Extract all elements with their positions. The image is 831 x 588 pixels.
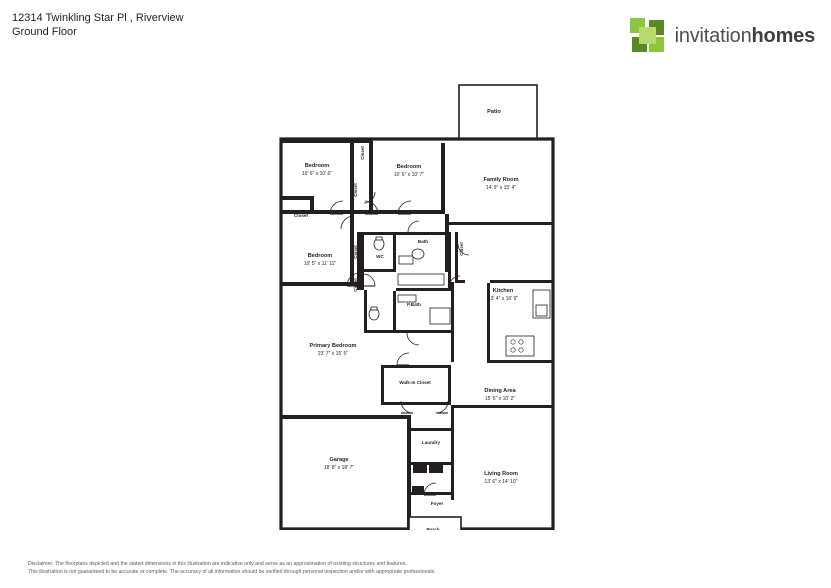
disclaimer-line-2: This illustration is not guaranteed to be accurate or complete. The accuracy of all information should be verified through personal inspection and/or with appropriate professionals. (28, 569, 436, 575)
room-label-closet-hallway: Closet (459, 242, 464, 256)
room-label-primary-bedroom: Primary Bedroom (309, 343, 357, 349)
room-label-kitchen: Kitchen (492, 288, 514, 294)
room-label-closet-bedroom-3-b: Closet (353, 278, 358, 292)
room-label-foyer: Foyer (430, 501, 444, 506)
floor-label: Ground Floor (12, 26, 77, 38)
disclaimer-text (28, 560, 628, 576)
room-label-bedroom-2: Bedroom (396, 164, 422, 170)
page-title: 12314 Twinkling Star Pl , Riverview (12, 12, 184, 24)
room-dim-garage: 18' 8" x 18' 7" (323, 465, 355, 471)
room-dim-living-room: 13' 6" x 14' 10" (484, 479, 518, 485)
room-label-living-room: Living Room (484, 471, 518, 477)
room-label-closet-bedroom-3-a: Closet (353, 245, 358, 259)
logo-wordmark (675, 25, 815, 48)
room-label-wc: WC (376, 254, 384, 259)
room-dim-kitchen: 13' 4" x 16' 9" (487, 296, 519, 302)
room-label-porch: Porch (426, 527, 440, 530)
logo-word-invitation: invitation (674, 24, 752, 47)
room-label-primary-bath: P.Bath (407, 302, 421, 307)
room-label-patio: Patio (487, 109, 501, 115)
four-square-logo-icon (630, 18, 666, 54)
room-dim-family-room: 14' 9" x 15' 4" (485, 185, 517, 191)
room-label-walk-in-closet: Walk-In Closet (399, 380, 431, 385)
room-dim-bedroom-3: 10' 5" x 11' 11" (303, 261, 337, 267)
room-label-laundry: Laundry (421, 440, 441, 445)
room-dim-bedroom-1: 10' 6" x 10' 6" (301, 171, 333, 177)
floorplan-diagram (0, 60, 831, 530)
room-label-closet-bedroom-2-b: Closet (353, 183, 358, 197)
room-label-family-room: Family Room (483, 177, 519, 183)
room-label-bedroom-3: Bedroom (307, 253, 333, 259)
room-label-bath: Bath (417, 239, 429, 244)
logo-word-homes: homes (751, 24, 815, 47)
room-label-closet-hall: Closet (293, 213, 309, 218)
room-dim-primary-bedroom: 23' 7" x 15' 5" (317, 351, 349, 357)
room-label-closet-bedroom-2-a: Closet (360, 146, 365, 160)
room-dim-dining-area: 15' 5" x 10' 2" (484, 396, 516, 402)
room-label-dining-area: Dining Area (484, 388, 516, 394)
room-label-garage: Garage (329, 457, 349, 463)
room-dim-bedroom-2: 10' 6" x 10' 7" (393, 172, 425, 178)
room-label-bedroom-1: Bedroom (304, 163, 330, 169)
disclaimer-line-1: Disclaimer: The floorplans depicted and the stated dimensions in this illustration are indicative only and serve as an approximation of existing structures and features. (28, 561, 407, 567)
invitation-homes-logo (630, 18, 815, 54)
